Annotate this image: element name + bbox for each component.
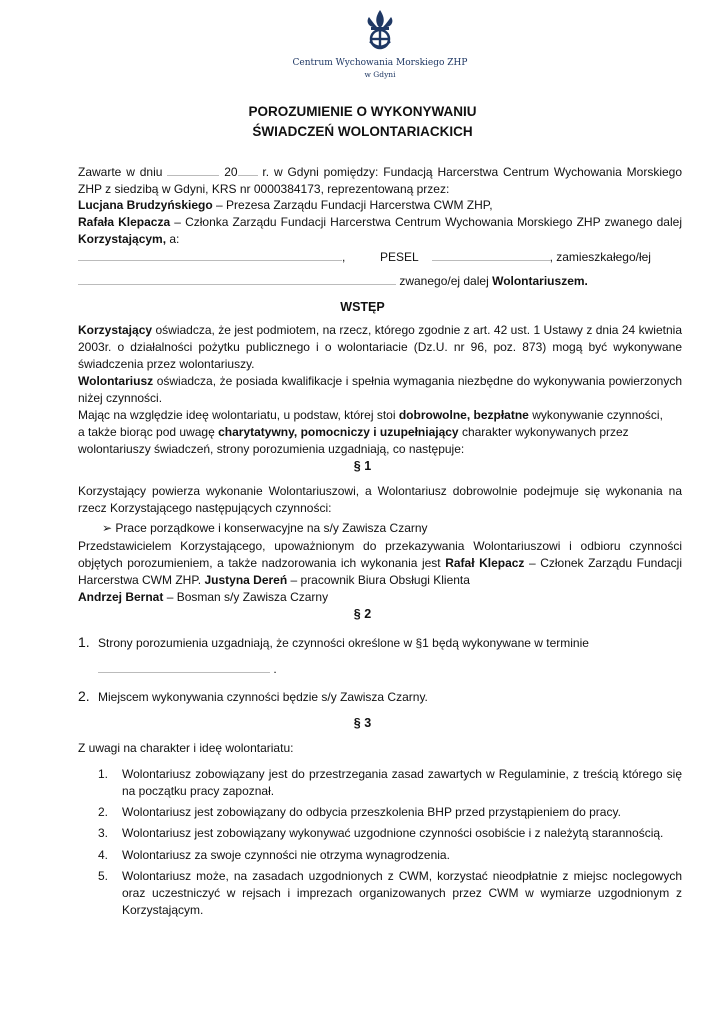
wstep-paragraph-2 — [78, 373, 682, 407]
wstep-p2-text: oświadcza, że posiada kwalifikacje i spełnia wymagania niezbędne do wykonywania powierzonych niżej czynności. — [78, 374, 682, 405]
representative-name-3: Andrzej Bernat — [78, 590, 164, 604]
list-item-text: Wolontariusz za swoje czynności nie otrzyma wynagrodzenia. — [122, 848, 450, 862]
list-item-number: 3. — [98, 826, 109, 840]
section-1-paragraph-2 — [78, 538, 682, 589]
bullet-text: Prace porządkowe i konserwacyjne na s/y Zawisza Czarny — [115, 521, 428, 535]
representative-role-3: – Bosman s/y Zawisza Czarny — [163, 590, 329, 604]
list-item-number: 1. — [98, 767, 109, 781]
list-item-text: Wolontariusz jest zobowiązany wykonywać uzgodnione czynności osobiście i z należytą starannością. — [122, 826, 664, 840]
a-label: a: — [166, 232, 180, 246]
zwanego-label: zwanego/ej dalej — [399, 274, 493, 288]
s2-item-1-number: 1. — [78, 634, 90, 650]
wstep-p3-g: wolontariuszy świadczeń, strony porozumienia uzgadniają, co następuje: — [78, 442, 465, 456]
comma: , — [342, 250, 346, 264]
year-prefix: 20 — [224, 165, 238, 179]
korzystajacy-bold: Korzystający — [78, 323, 153, 337]
representative-name-1: Rafał Klepacz — [445, 556, 525, 570]
wolontariusz-bold: Wolontariusz — [78, 374, 154, 388]
list-item-number: 5. — [98, 869, 109, 883]
wstep-p3-a: Mając na względzie ideę wolontariatu, u podstaw, której stoi — [78, 408, 399, 422]
address-blank — [78, 272, 396, 285]
section-1-bullet — [102, 520, 428, 537]
list-item-number: 2. — [98, 805, 109, 819]
wstep-p3-f: charakter wykonywanych przez — [458, 425, 629, 439]
list-item-text: Wolontariusz zobowiązany jest do przestrzegania zasad zawartych w Regulaminie, z treścią którego się na początku pracy zapoznał. — [122, 767, 682, 798]
wolontariusz-label: Wolontariuszem. — [492, 274, 588, 288]
korzystajacy-label: Korzystającym, — [78, 232, 167, 246]
wstep-p1-text: oświadcza, że jest podmiotem, na rzecz, którego zgodnie z art. 42 ust. 1 Ustawy z dnia 24 kwietnia 2003r. o działalności pożytku publicznego i o wolontariacie (Dz.U. nr 96, poz. 873) mogą być wykonywane świadczenia przez wolontariuszy. — [78, 323, 682, 371]
wstep-p3-b: dobrowolne, bezpłatne — [398, 408, 529, 422]
s2-item-1-term-line — [98, 660, 277, 678]
person1-role: – Prezesa Zarządu Fundacji Harcerstwa CWM ZHP, — [212, 198, 493, 212]
intro-paragraph — [78, 163, 682, 198]
wstep-p3-c: wykonywanie czynności, — [528, 408, 663, 422]
title-line-1: POROZUMIENIE O WYKONYWANIU — [248, 104, 477, 119]
intro-rest: r. w Gdyni pomiędzy: Fundacją Harcerstwa Centrum Wychowania Morskiego ZHP z siedzibą w Gdyni, KRS nr 0000384173, reprezentowaną przez: — [78, 165, 683, 196]
person2-role: – Członka Zarządu Fundacji Harcerstwa Centrum Wychowania Morskiego ZHP zwanego dalej — [170, 215, 682, 229]
intro-text: Zawarte w dniu — [78, 165, 163, 179]
wstep-paragraph-3-line-3 — [78, 441, 464, 458]
wstep-heading: WSTĘP — [340, 300, 385, 314]
list-item-text: Wolontariusz może, na zasadach uzgodnionych z CWM, korzystać nieodpłatnie z miejsc noclegowych oraz uczestniczyć w rejsach i imprezach organizowanych przez CWM w wymiarze uzgodnionym z Korzystającym. — [122, 869, 682, 917]
term-blank — [98, 660, 270, 673]
address-line — [78, 272, 588, 290]
pesel-line — [380, 248, 651, 266]
logo — [290, 8, 470, 79]
pesel-label: PESEL — [380, 250, 419, 264]
wstep-p3-e: charytatywny, pomocniczy i uzupełniający — [218, 425, 459, 439]
wstep-paragraph-1 — [78, 322, 682, 373]
section-2-heading: § 2 — [353, 607, 372, 621]
section-1-heading: § 1 — [353, 459, 372, 473]
s2-item-2-number: 2. — [78, 688, 90, 704]
section-3-intro: Z uwagi na charakter i ideę wolontariatu: — [78, 741, 294, 755]
section-3-heading: § 3 — [353, 716, 372, 730]
representative-name-2: Justyna Dereń — [204, 573, 288, 587]
list-item-text: Wolontariusz jest zobowiązany do odbycia przeszkolenia BHP przed przystąpieniem do pracy. — [122, 805, 621, 819]
section-1-paragraph-1: Korzystający powierza wykonanie Wolontariuszowi, a Wolontariusz dobrowolnie podejmuje się wykonania na rzecz Korzystającego następujących czynności: — [78, 484, 682, 515]
logo-org-name: Centrum Wychowania Morskiego ZHP — [292, 58, 468, 68]
logo-city: w Gdyni — [364, 70, 396, 79]
list-item-number: 4. — [98, 848, 109, 862]
year-blank — [238, 163, 258, 176]
volunteer-name-line — [78, 248, 345, 266]
arrow-bullet-icon: ➢ — [102, 521, 113, 535]
representative-role-2: – pracownik Biura Obsługi Klienta — [287, 573, 470, 587]
person1-line — [78, 197, 682, 214]
term-period: . — [273, 662, 277, 676]
s1-p2-text: Przedstawicielem Korzystającego, upoważnionym do przekazywania Wolontariuszowi i odbioru czynności objętych porozumieniem, a także nadzorowania ich wykonania jest — [78, 539, 682, 570]
person2-line — [78, 214, 682, 248]
s2-item-2: Miejscem wykonywania czynności będzie s/y Zawisza Czarny. — [98, 690, 428, 704]
zamieszkalego-label: , zamieszkałego/łej — [549, 250, 651, 264]
date-blank — [167, 163, 219, 176]
volunteer-name-blank — [78, 248, 342, 261]
wstep-p3-d: a także biorąc pod uwagę — [78, 425, 219, 439]
person2-name: Rafała Klepacza — [78, 215, 171, 229]
section-1-paragraph-3 — [78, 589, 328, 606]
wstep-paragraph-3-line-1 — [78, 407, 663, 424]
title-line-2: ŚWIADCZEŃ WOLONTARIACKICH — [252, 124, 473, 139]
fleur-de-lis-anchor-icon — [357, 8, 403, 54]
person1-name: Lucjana Brudzyńskiego — [78, 198, 213, 212]
pesel-blank — [432, 248, 550, 261]
s2-item-1: Strony porozumienia uzgadniają, że czynności określone w §1 będą wykonywane w terminie — [98, 636, 589, 650]
wstep-paragraph-3-line-2 — [78, 424, 629, 441]
representative-role-1: – Członek Zarządu Fundacji Harcerstwa CWM ZHP. — [78, 556, 683, 587]
